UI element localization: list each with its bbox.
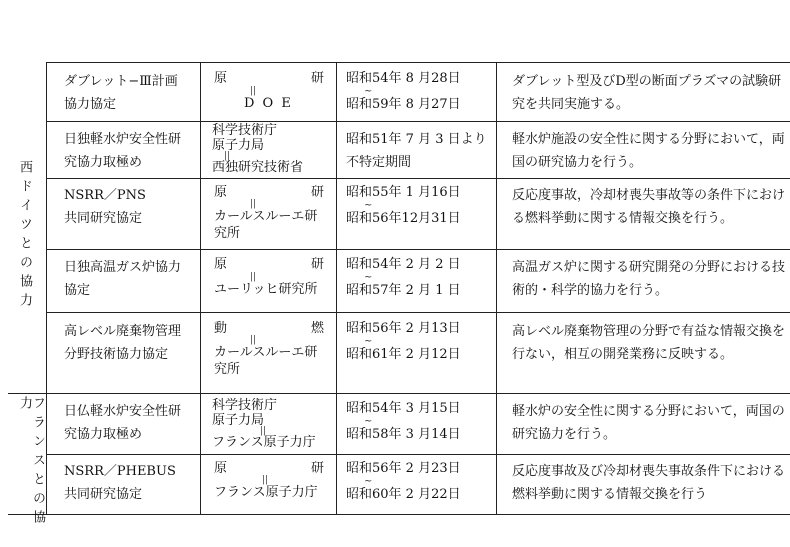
row-1-agreement: ダブレット−Ⅲ計画 協力協定 <box>64 74 178 112</box>
row-2-agreement: 日独軽水炉安全性研 究協力取極め <box>64 132 182 170</box>
rule-row2 <box>46 178 790 179</box>
col-line-4 <box>496 62 497 514</box>
group-label-west-germany: 西ドイツとの協力 <box>17 160 32 312</box>
col-line-3 <box>336 62 337 514</box>
row-2-parties: 科学技術庁 原子力局 || 西独研究技術省 <box>212 123 304 175</box>
rule-top <box>46 62 790 63</box>
rule-row3 <box>46 249 790 250</box>
rule-row4 <box>46 312 790 313</box>
row-5-content: 高レベル廃棄物管理の分野で有益な情報交換を 行ない，相互の開発業務に反映する。 <box>512 324 786 362</box>
row-6-parties: 科学技術庁 原子力局 || フランス原子力庁 <box>212 398 316 450</box>
row-2-content: 軽水炉施設の安全性に関する分野において，両 国の研究協力を行う。 <box>512 132 785 170</box>
row-1-parties: 原 研 || D O E <box>214 71 324 111</box>
rule-bottom <box>8 514 790 515</box>
row-6-agreement: 日仏軽水炉安全性研 究協力取極め <box>64 404 182 442</box>
row-7-parties: 原 研 || フランス原子力庁 <box>214 461 324 500</box>
rule-row6 <box>46 454 790 455</box>
row-5-agreement: 高レベル廃棄物管理 分野技術協力協定 <box>64 324 182 362</box>
row-7-agreement: NSRR／PHEBUS 共同研究協定 <box>64 464 176 502</box>
row-5-dates: 昭和56年 2 月13日 ~ 昭和61年 2 月12日 <box>346 321 461 362</box>
row-7-content: 反応度事故及び冷却材喪失事故条件下における 燃料挙動に関する情報交換を行う <box>512 464 786 502</box>
col-line-1 <box>46 62 47 514</box>
row-3-dates: 昭和55年 1 月16日 ~ 昭和56年12月31日 <box>346 185 461 226</box>
rule-row1 <box>46 121 790 122</box>
rule-group <box>8 393 790 394</box>
row-4-agreement: 日独高温ガス炉協力 協定 <box>64 260 182 298</box>
group-label-france: フランスとの協力 <box>17 396 45 529</box>
row-2-dates: 昭和51年 7 月 3 日より 不特定期間 <box>346 132 487 170</box>
row-5-parties: 動 燃 || カールスルーエ研 究所 <box>214 321 324 377</box>
row-4-content: 高温ガス炉に関する研究開発の分野における技 術的・科学的協力を行う。 <box>512 260 786 298</box>
row-3-content: 反応度事故，冷却材喪失事故等の条件下におけ る燃料挙動に関する情報交換を行う。 <box>512 188 786 226</box>
col-line-2 <box>200 62 201 514</box>
row-1-content: ダブレット型及びD型の断面プラズマの試験研 究を共同実施する。 <box>512 74 782 112</box>
row-3-parties: 原 研 || カールスルーエ研 究所 <box>214 185 324 241</box>
row-4-parties: 原 研 || ユーリッヒ研究所 <box>214 257 324 297</box>
row-7-dates: 昭和56年 2 月23日 ~ 昭和60年 2 月22日 <box>346 461 461 502</box>
row-6-dates: 昭和54年 3 月15日 ~ 昭和58年 3 月14日 <box>346 401 461 442</box>
row-6-content: 軽水炉の安全性に関する分野において，両国の 研究協力を行う。 <box>512 404 785 442</box>
row-4-dates: 昭和54年 2 月 2 日 ~ 昭和57年 2 月 1 日 <box>346 257 461 298</box>
row-1-dates: 昭和54年 8 月28日 ~ 昭和59年 8 月27日 <box>346 71 461 112</box>
row-3-agreement: NSRR／PNS 共同研究協定 <box>64 188 146 226</box>
